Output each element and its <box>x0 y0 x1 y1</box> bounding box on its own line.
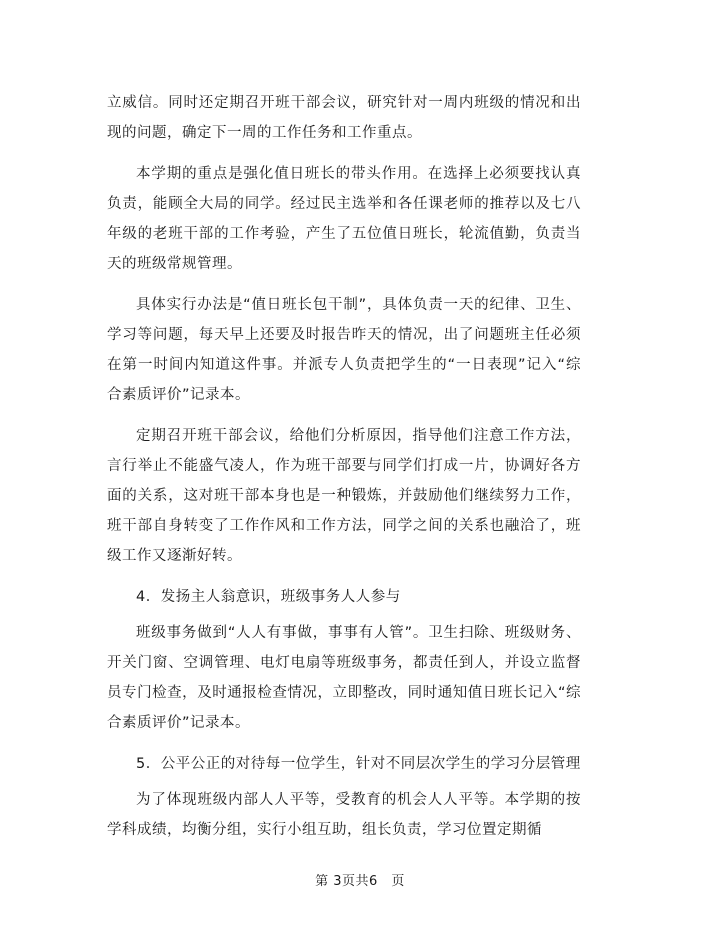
paragraph-1: 立威信。同时还定期召开班干部会议，研究针对一周内班级的情况和出现的问题，确定下一周的工作任务和工作重点。 <box>107 95 581 141</box>
paragraph-3: 具体实行办法是“值日班长包干制”，具体负责一天的纪律、卫生、学习等问题，每天早上还要及时报告昨天的情况，出了问题班主任必须在第一时间内知道这件事。并派专人负责把学生的“一日表现”记入“综合素质评价”记录本。 <box>107 297 581 403</box>
paragraph-4: 定期召开班干部会议，给他们分析原因，指导他们注意工作方法，言行举止不能盛气凌人，作为班干部要与同学们打成一片，协调好各方面的关系，这对班干部本身也是一种锻炼，并鼓励他们继续努力工作，班干部自身转变了工作作风和工作方法，同学之间的关系也融洽了，班级工作又逐渐好转。 <box>107 428 581 564</box>
paragraph-5: 班级事务做到“人人有事做，事事有人管”。卫生扫除、班级财务、开关门窗、空调管理、电灯电扇等班级事务，都责任到人，并设立监督员专门检查，及时通报检查情况，立即整改，同时通知值日班长记入“综合素质评价”记录本。 <box>107 625 581 731</box>
document-body <box>107 88 581 856</box>
paragraph-2: 本学期的重点是强化值日班长的带头作用。在选择上必须要找认真负责，能顾全大局的同学。经过民主选举和各任课老师的推荐以及七八年级的老班干部的工作考验，产生了五位值日班长，轮流值勤，负责当天的班级常规管理。 <box>107 166 581 272</box>
section-heading-4: 4．发扬主人翁意识，班级事务人人参与 <box>136 589 401 605</box>
section-heading-5: 5．公平公正的对待每一位学生，针对不同层次学生的学习分层管理 <box>136 756 581 772</box>
page-footer: 第 3页共6 页 <box>315 874 405 889</box>
paragraph-6: 为了体现班级内部人人平等，受教育的机会人人平等。本学期的按学科成绩，均衡分组，实行小组互助，组长负责，学习位置定期循 <box>107 792 581 838</box>
